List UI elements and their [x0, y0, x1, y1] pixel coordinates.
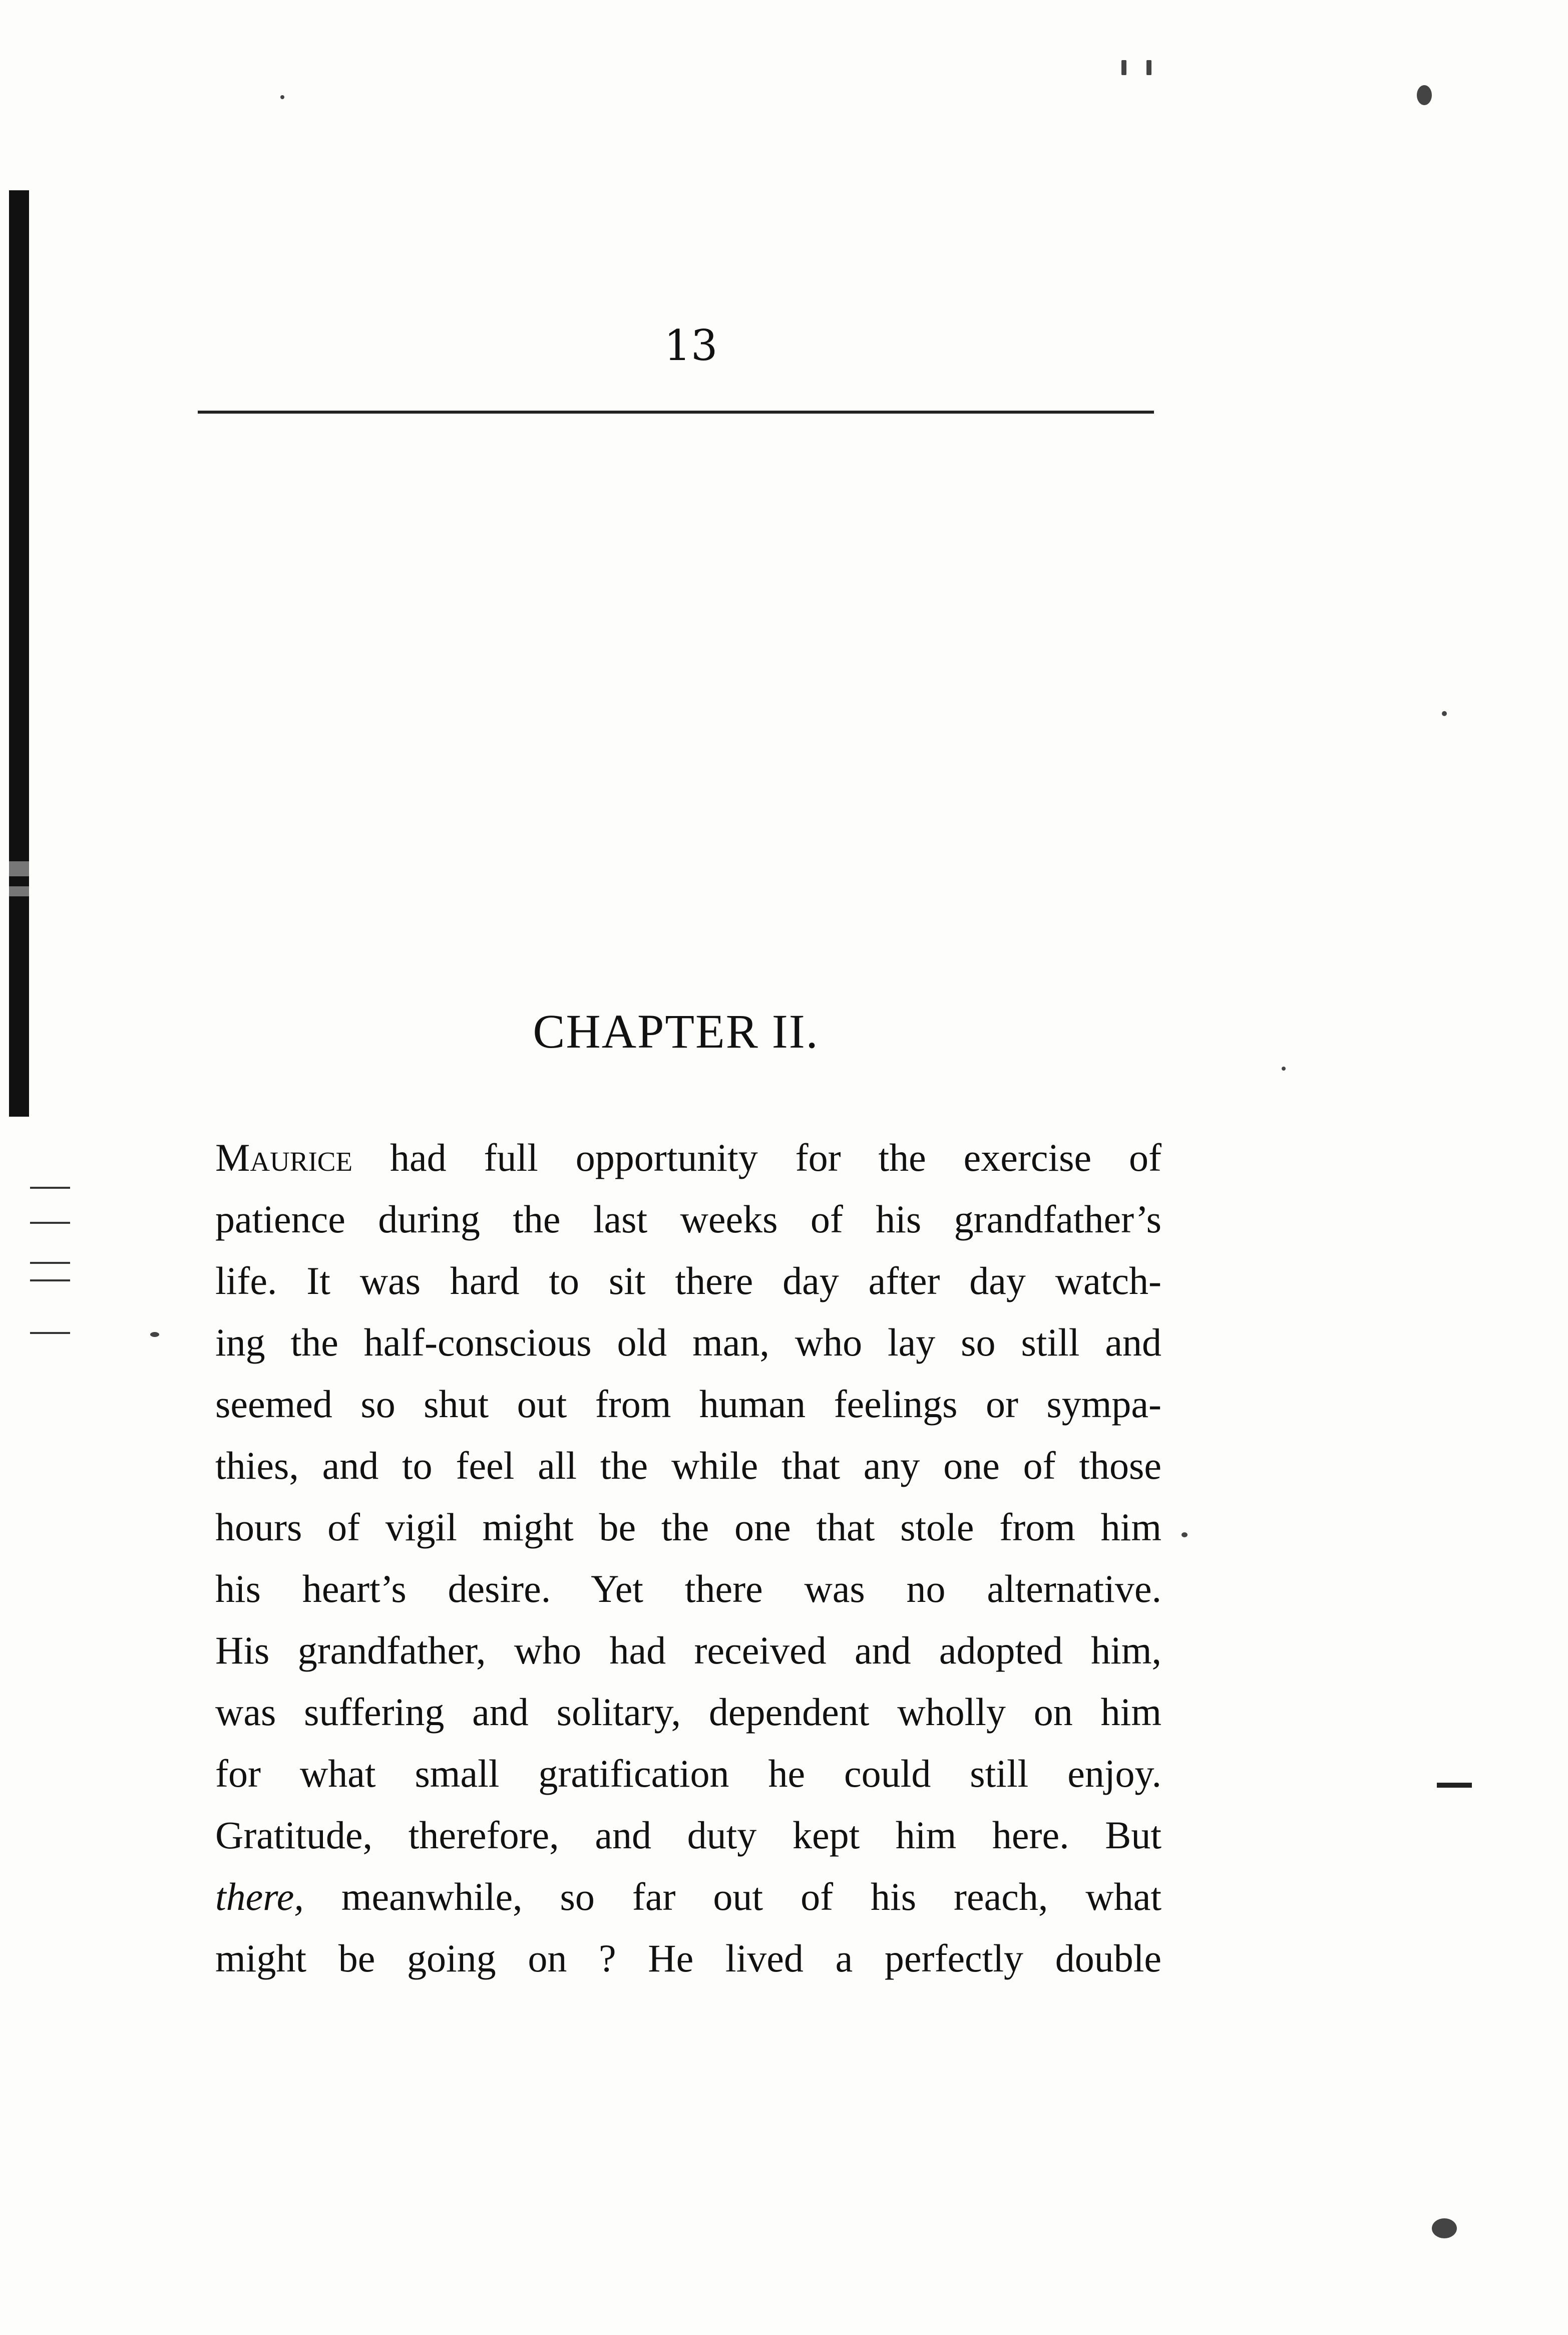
line-text: seemed so shut out from human feelings or sympa-: [215, 1382, 1161, 1426]
line-text: had full opportunity for the exercise of: [352, 1136, 1161, 1179]
text-line: [215, 1435, 1161, 1496]
text-line: [215, 1866, 1161, 1927]
line-text: might be going on ? He lived a perfectly double: [215, 1936, 1161, 1980]
lead-word: Maurice: [215, 1136, 353, 1179]
margin-mark: [30, 1332, 70, 1334]
text-line: [215, 1619, 1161, 1681]
binding-edge: [9, 190, 29, 1117]
text-line: [215, 1804, 1161, 1866]
scan-speck: [1282, 1067, 1286, 1071]
text-line: [215, 1373, 1161, 1435]
text-line: [215, 1681, 1161, 1743]
chapter-body: [215, 1127, 1161, 1989]
scan-speck: [280, 95, 284, 99]
line-text: hours of vigil might be the one that stole from him: [215, 1505, 1161, 1549]
binding-edge-gap: [9, 861, 29, 876]
line-text: was suffering and solitary, dependent wholly on him: [215, 1690, 1161, 1734]
line-text: meanwhile, so far out of his reach, what: [303, 1875, 1161, 1918]
margin-mark: [30, 1262, 70, 1264]
binding-edge-gap: [9, 886, 29, 896]
margin-mark: [30, 1222, 70, 1224]
text-line: [215, 1558, 1161, 1619]
line-text: for what small gratification he could still enjoy.: [215, 1752, 1161, 1795]
line-text: thies, and to feel all the while that any one of those: [215, 1444, 1161, 1487]
line-text: His grandfather, who had received and adopted him,: [215, 1628, 1161, 1672]
scan-speck: [150, 1332, 159, 1337]
margin-mark: [30, 1279, 70, 1281]
chapter-title: CHAPTER II.: [533, 1005, 819, 1058]
text-line: [215, 1496, 1161, 1558]
line-text: ing the half-conscious old man, who lay so still and: [215, 1320, 1161, 1364]
scan-speck: [1182, 1532, 1188, 1537]
text-line: [215, 1927, 1161, 1989]
text-line: [215, 1743, 1161, 1804]
scan-speck: [1437, 1783, 1472, 1788]
header-rule: [198, 411, 1154, 414]
text-line: [215, 1188, 1161, 1250]
line-text: Gratitude, therefore, and duty kept him here. But: [215, 1813, 1161, 1857]
scan-speck: [1432, 2218, 1457, 2238]
scan-speck: [1442, 711, 1447, 716]
text-line: [215, 1311, 1161, 1373]
scan-speck: [1121, 60, 1126, 75]
text-line: [215, 1127, 1161, 1188]
scan-speck: [1417, 85, 1432, 105]
lead-word: there,: [215, 1875, 304, 1918]
scan-speck: [1146, 60, 1151, 75]
text-line: [215, 1250, 1161, 1311]
line-text: patience during the last weeks of his grandfather’s: [215, 1197, 1161, 1241]
margin-mark: [30, 1187, 70, 1189]
line-text: his heart’s desire. Yet there was no alternative.: [215, 1567, 1161, 1610]
line-text: life. It was hard to sit there day after day watch-: [215, 1259, 1161, 1302]
page-number: 13: [664, 321, 718, 370]
